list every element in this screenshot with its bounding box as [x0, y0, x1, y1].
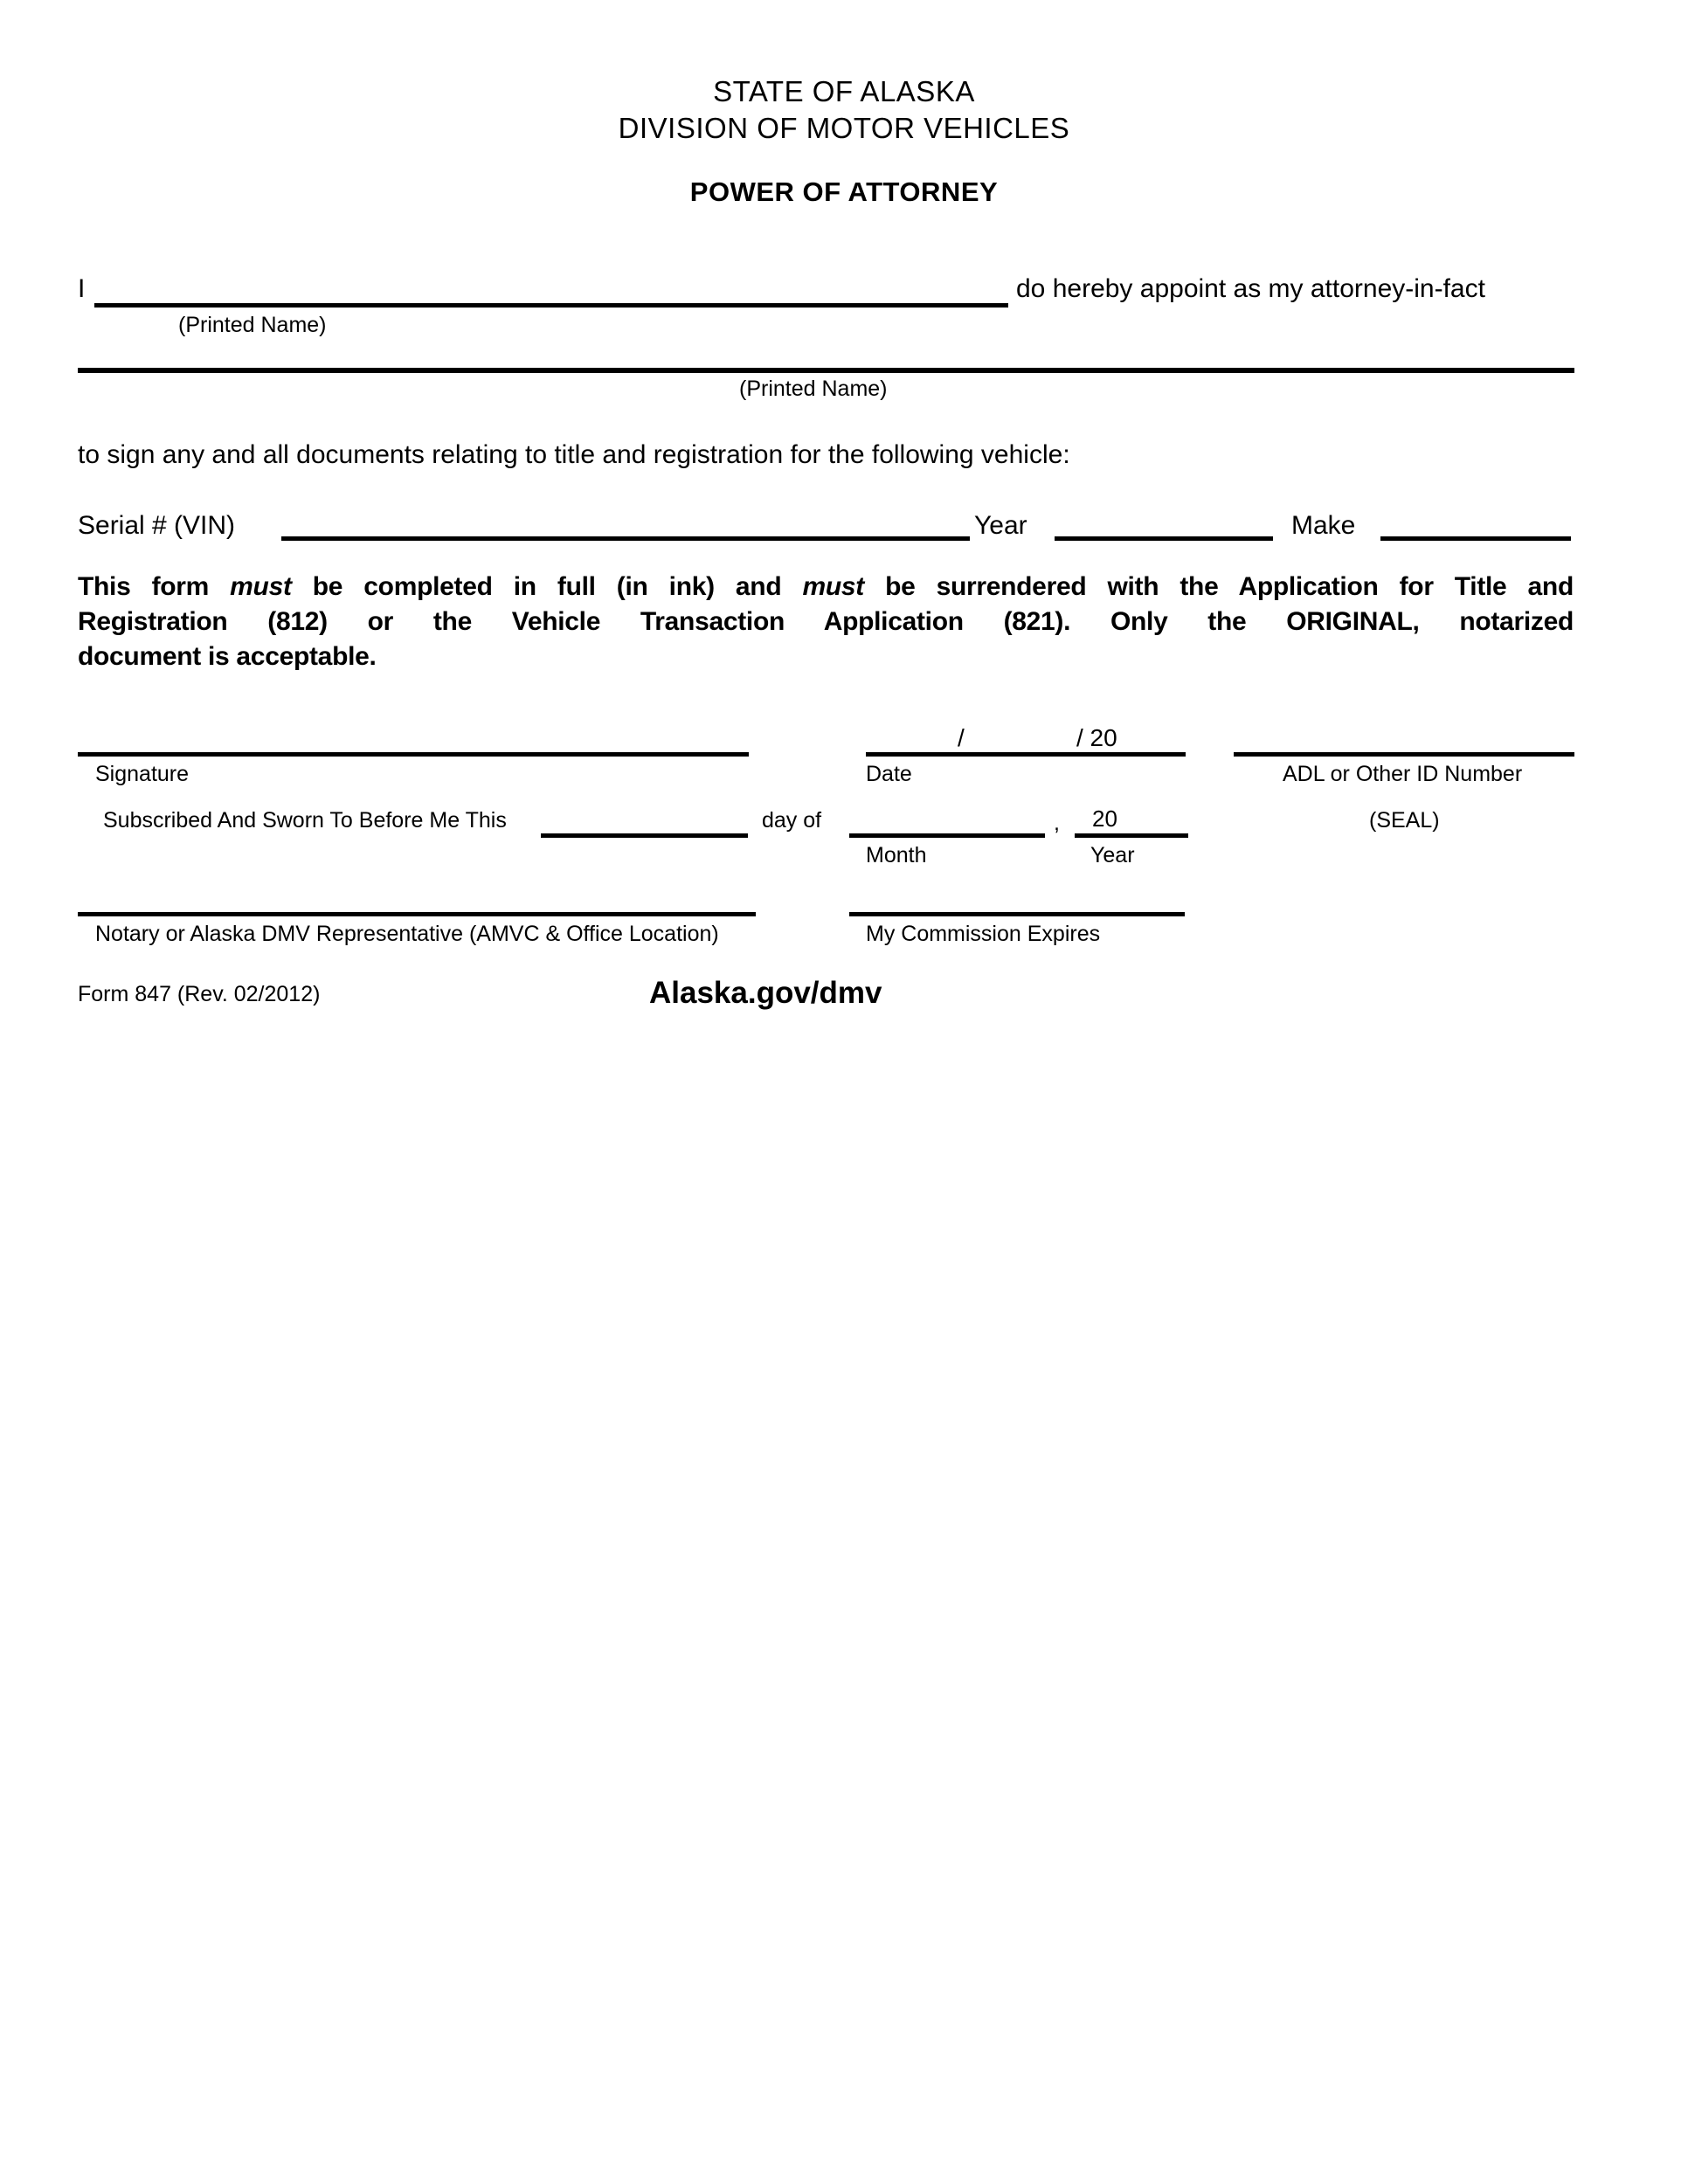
appoint-text: do hereby appoint as my attorney-in-fact	[1016, 274, 1485, 303]
year-write-field[interactable]	[1075, 833, 1188, 838]
instr-1b: be completed in full (in ink) and	[291, 572, 803, 601]
commission-expires-field[interactable]	[849, 912, 1185, 916]
month-label: Month	[866, 843, 927, 867]
division-heading: DIVISION OF MOTOR VEHICLES	[618, 112, 1070, 144]
agent-name-field[interactable]	[78, 368, 1574, 373]
adl-label: ADL or Other ID Number	[1283, 762, 1523, 786]
serial-vin-label: Serial # (VIN)	[78, 511, 236, 540]
signature-label: Signature	[95, 762, 190, 786]
year-prefix: 20	[1092, 805, 1117, 832]
instr-must-2: must	[802, 572, 864, 601]
year-field[interactable]	[1055, 536, 1273, 541]
day-of-label: day of	[762, 808, 822, 833]
make-label: Make	[1291, 511, 1356, 540]
date-slash-1: /	[958, 724, 965, 751]
instr-1a: This form	[78, 572, 231, 601]
year-under-label: Year	[1090, 843, 1135, 867]
adl-field[interactable]	[1234, 752, 1574, 757]
instructions-line-2: Registration (812) or the Vehicle Transaction Application (821). Only the ORIGINAL, notarized	[78, 607, 1574, 636]
form-number: Form 847 (Rev. 02/2012)	[78, 982, 321, 1006]
instructions-line-1	[78, 570, 1574, 604]
seal-label: (SEAL)	[1369, 808, 1440, 833]
dmv-website: Alaska.gov/dmv	[649, 976, 882, 1010]
sworn-text: Subscribed And Sworn To Before Me This	[103, 808, 507, 833]
make-field[interactable]	[1380, 536, 1571, 541]
notary-label: Notary or Alaska DMV Representative (AMVC & Office Location)	[95, 922, 719, 946]
instr-1c: be surrendered with the Application for Title and	[863, 572, 1574, 601]
notary-signature-field[interactable]	[78, 912, 756, 916]
principal-name-field[interactable]	[94, 303, 1008, 308]
printed-name-label-1: (Printed Name)	[178, 313, 327, 337]
commission-label: My Commission Expires	[866, 922, 1101, 946]
year-label: Year	[974, 511, 1027, 540]
signature-field[interactable]	[78, 752, 749, 757]
purpose-text: to sign any and all documents relating to title and registration for the following vehicle:	[78, 440, 1070, 469]
printed-name-label-2: (Printed Name)	[739, 377, 888, 401]
form-title: POWER OF ATTORNEY	[689, 176, 999, 207]
day-field[interactable]	[541, 833, 748, 838]
i-prefix: I	[78, 274, 86, 303]
instructions-line-3: document is acceptable.	[78, 642, 377, 671]
month-field[interactable]	[849, 833, 1045, 838]
date-field[interactable]	[866, 752, 1186, 757]
comma: ,	[1054, 811, 1060, 835]
state-heading: STATE OF ALASKA	[713, 75, 975, 107]
instr-must-1: must	[230, 572, 292, 601]
date-label: Date	[866, 762, 912, 786]
date-slash-2: / 20	[1076, 724, 1117, 751]
vin-field[interactable]	[281, 536, 970, 541]
